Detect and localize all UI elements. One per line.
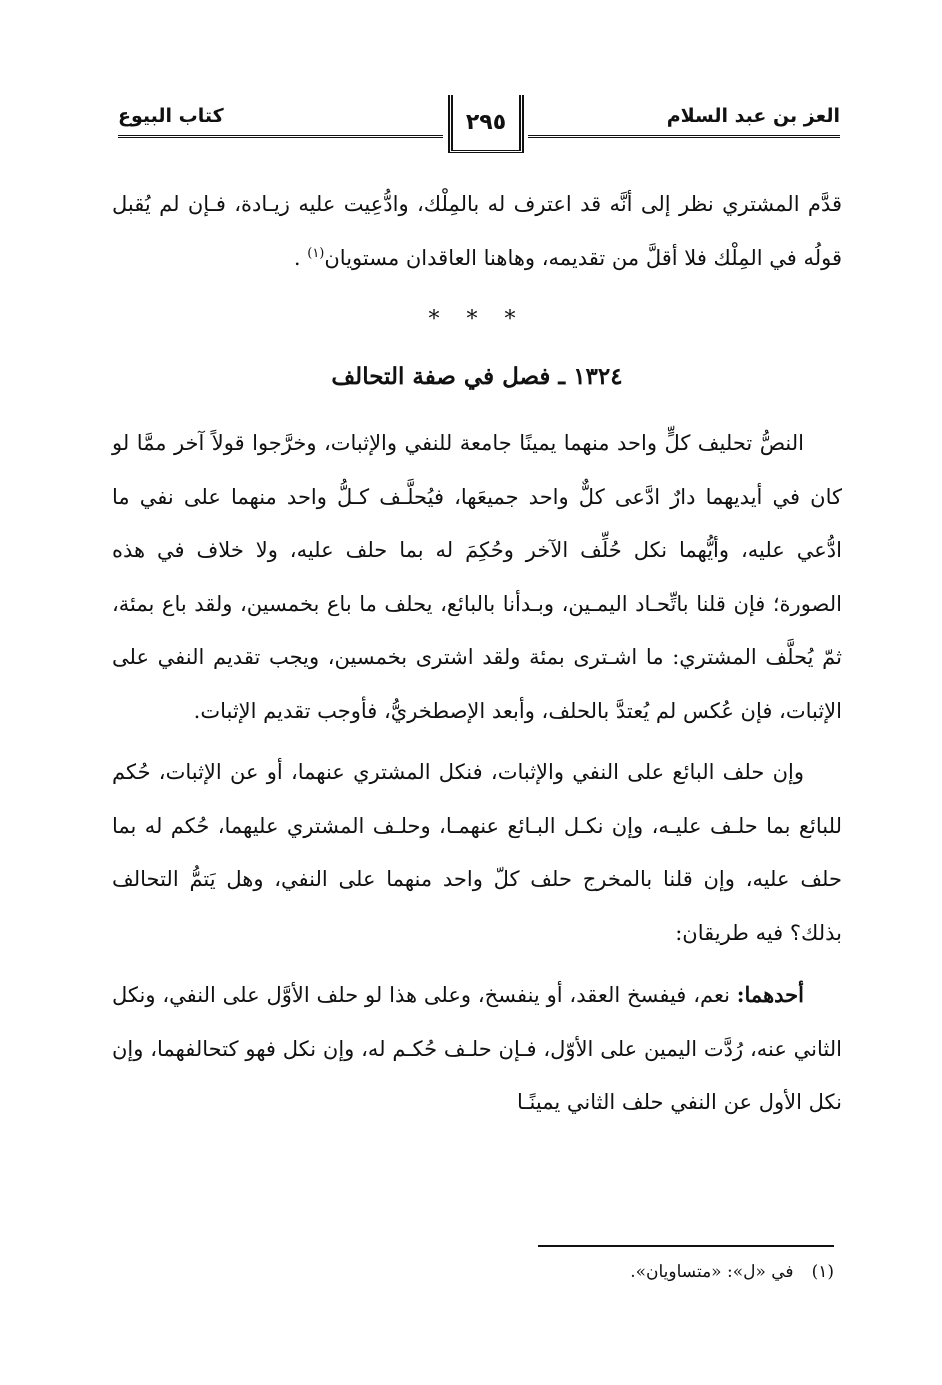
paragraph: وإن حلف البائع على النفي والإثبات، فنكل المشتري عنهما، أو عن الإثبات، حُكم للبائع بما حلـف عليـه، وإن نكـل البـائع عنهمـا، وحلـف المشتري عليهما، حُكم له بما حلف عليه، وإن قلنا بالمخرج حلف كلّ واحد منهما على النفي، وهل يَتمُّ التحالف بذلك؟ فيه طريقان:: [112, 760, 842, 945]
book-section-title: كتاب البيوع: [118, 105, 224, 127]
page-number: ٢٩٥: [465, 110, 507, 135]
footnote-reference[interactable]: (١): [307, 245, 325, 261]
intro-ending: .: [293, 245, 308, 270]
paragraph-first-way: [112, 968, 842, 1130]
paragraph-lead: أحدهما:: [736, 982, 804, 1007]
author-title: العز بن عبد السلام: [666, 105, 840, 127]
header-rule-left: [118, 135, 443, 138]
page-number-frame: [448, 95, 524, 153]
section-heading: ١٣٢٤ ـ فصل في صفة التحالف: [331, 363, 623, 390]
footnote: [334, 1262, 834, 1282]
section-separator: * * *: [428, 307, 526, 332]
header-rule-right: [528, 135, 840, 138]
intro-paragraph: [112, 178, 842, 285]
footnote-divider: [538, 1245, 834, 1247]
footnote-marker: (١): [811, 1262, 834, 1282]
intro-text: قدَّم المشتري نظر إلى أنَّه قد اعترف له بالمِلْك، وادُّعِيت عليه زيـادة، فـإن لم يُقبل قولُه في المِلْك فلا أقلَّ من تقديمه، وهاهنا العاقدان مستويان: [112, 192, 842, 270]
running-header: [118, 95, 840, 165]
footnote-text: في «ل»: «متساويان».: [630, 1262, 794, 1282]
paragraph: النصُّ تحليف كلٍّ واحد منهما يمينًا جامعة للنفي والإثبات، وخرَّجوا قولاً آخر ممَّا لو كان في أيديهما دارٌ ادَّعى كلٌّ واحد جميعَها، فيُحلَّـف كـلُّ واحد منهما على نفي ما ادُّعي عليه، وأيُّهما نكل حُلِّف الآخر وحُكِمَ له بما حلف عليه، ولا خلاف في هذه الصورة؛ فإن قلنا باتِّحـاد اليمـين، وبـدأنا بالبائع، يحلف ما باع بخمسين، ولقد باع بمئة، ثمّ يُحلَّف المشتري: ما اشـترى بمئة ولقد اشترى بخمسين، ويجب تقديم النفي على الإثبات، فإن عُكس لم يُعتدَّ بالحلف، وأبعد الإصطخريُّ، فأوجب تقديم الإثبات.: [112, 431, 842, 723]
paragraph-text: نعم، فيفسخ العقد، أو ينفسخ، وعلى هذا لو حلف الأوَّل على النفي، ونكل الثاني عنه، رُدَّت اليمين على الأوّل، فـإن حلـف حُكـم له، وإن نكل فهو كتحالفهما، وإن نكل الأول عن النفي حلف الثاني يمينًـا: [112, 983, 842, 1114]
main-text: [112, 178, 842, 1130]
